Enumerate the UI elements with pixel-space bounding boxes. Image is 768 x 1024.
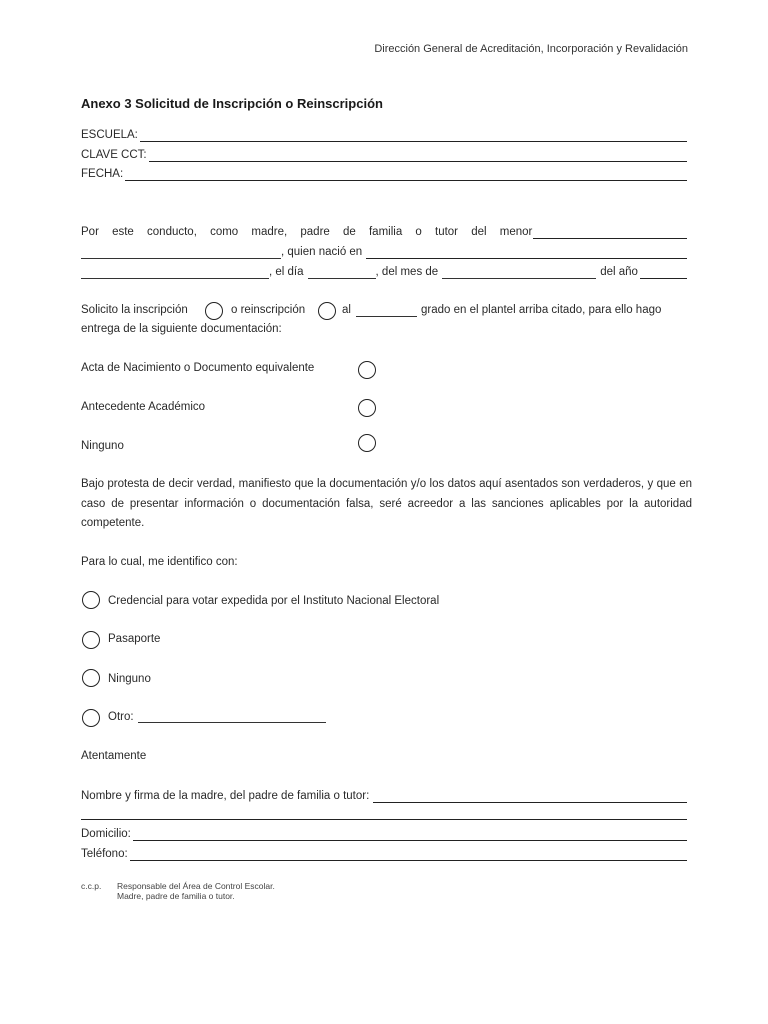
id-pasaporte-radio[interactable] <box>82 631 100 649</box>
doc-ninguno-label: Ninguno <box>81 440 124 452</box>
intro-text-3a: , el día <box>269 266 304 278</box>
telefono-row <box>81 847 687 861</box>
signature-field[interactable] <box>373 791 687 803</box>
anio-field[interactable] <box>640 267 687 279</box>
intro-text-1: Por este conducto, como madre, padre de familia o tutor del menor <box>81 226 533 238</box>
fecha-field[interactable] <box>125 169 687 181</box>
intro-text-3c: del año <box>600 266 638 278</box>
id-otro-radio[interactable] <box>82 709 100 727</box>
id-ine-radio[interactable] <box>82 591 100 609</box>
signature-row <box>81 789 687 803</box>
request-text-2: o reinscripción <box>231 304 306 316</box>
doc-acta-label: Acta de Nacimiento o Documento equivalente <box>81 362 315 374</box>
fecha-label: FECHA: <box>81 168 124 180</box>
request-text-3: al <box>342 304 351 316</box>
escuela-field[interactable] <box>140 130 687 142</box>
intro-line-1 <box>81 225 687 239</box>
escuela-row <box>81 128 687 142</box>
id-pasaporte-label: Pasaporte <box>108 633 161 645</box>
signature-field-cont[interactable] <box>81 819 687 820</box>
grado-field[interactable] <box>356 304 417 317</box>
id-ine-label: Credencial para votar expedida por el Instituto Nacional Electoral <box>108 595 440 607</box>
doc-ninguno-radio[interactable] <box>358 434 376 452</box>
inscripcion-radio[interactable] <box>205 302 223 320</box>
intro-text-3b: , del mes de <box>375 266 439 278</box>
clave-label: CLAVE CCT: <box>81 149 147 161</box>
telefono-field[interactable] <box>130 849 687 861</box>
domicilio-row <box>81 827 687 841</box>
mes-field[interactable] <box>442 266 596 279</box>
request-text-1: Solicito la inscripción <box>81 304 188 316</box>
fecha-row <box>81 167 687 181</box>
ccp-line-1: Responsable del Área de Control Escolar. <box>117 881 275 891</box>
lugar-nacimiento-cont[interactable] <box>81 266 269 279</box>
telefono-label: Teléfono: <box>81 848 128 860</box>
closing-text: Atentamente <box>81 750 147 762</box>
doc-antecedente-radio[interactable] <box>358 399 376 417</box>
page-title: Anexo 3 Solicitud de Inscripción o Reinscripción <box>81 96 383 111</box>
ccp-line-2: Madre, padre de familia o tutor. <box>117 891 235 901</box>
request-text-5: entrega de la siguiente documentación: <box>81 323 282 335</box>
id-otro-field[interactable] <box>138 722 326 723</box>
intro-line-2 <box>81 245 687 259</box>
ccp-label: c.c.p. <box>81 881 102 891</box>
identify-label: Para lo cual, me identifico con: <box>81 556 238 568</box>
id-ninguno-label: Ninguno <box>108 673 151 685</box>
domicilio-field[interactable] <box>133 829 687 841</box>
lugar-nacimiento-field[interactable] <box>366 247 687 259</box>
menor-field[interactable] <box>533 227 687 239</box>
signature-label: Nombre y firma de la madre, del padre de familia o tutor: <box>81 790 370 802</box>
request-text-4: grado en el plantel arriba citado, para ello hago <box>421 304 662 316</box>
doc-acta-radio[interactable] <box>358 361 376 379</box>
intro-text-2: , quien nació en <box>281 246 363 258</box>
domicilio-label: Domicilio: <box>81 828 131 840</box>
intro-line-3 <box>81 265 687 279</box>
clave-row <box>81 148 687 162</box>
clave-field[interactable] <box>149 150 687 162</box>
declaration-paragraph: Bajo protesta de decir verdad, manifiesto que la documentación y/o los datos aquí asentados son verdaderos, y que en caso de presentar información o documentación falsa, seré acreedor a las sanciones aplicables por la autoridad competente. <box>81 478 692 529</box>
id-otro-label: Otro: <box>108 711 134 723</box>
page-header: Dirección General de Acreditación, Incorporación y Revalidación <box>374 43 688 55</box>
doc-antecedente-label: Antecedente Académico <box>81 401 206 413</box>
dia-field[interactable] <box>308 266 376 279</box>
menor-field-cont[interactable] <box>81 246 281 259</box>
escuela-label: ESCUELA: <box>81 129 138 141</box>
id-ninguno-radio[interactable] <box>82 669 100 687</box>
reinscripcion-radio[interactable] <box>318 302 336 320</box>
